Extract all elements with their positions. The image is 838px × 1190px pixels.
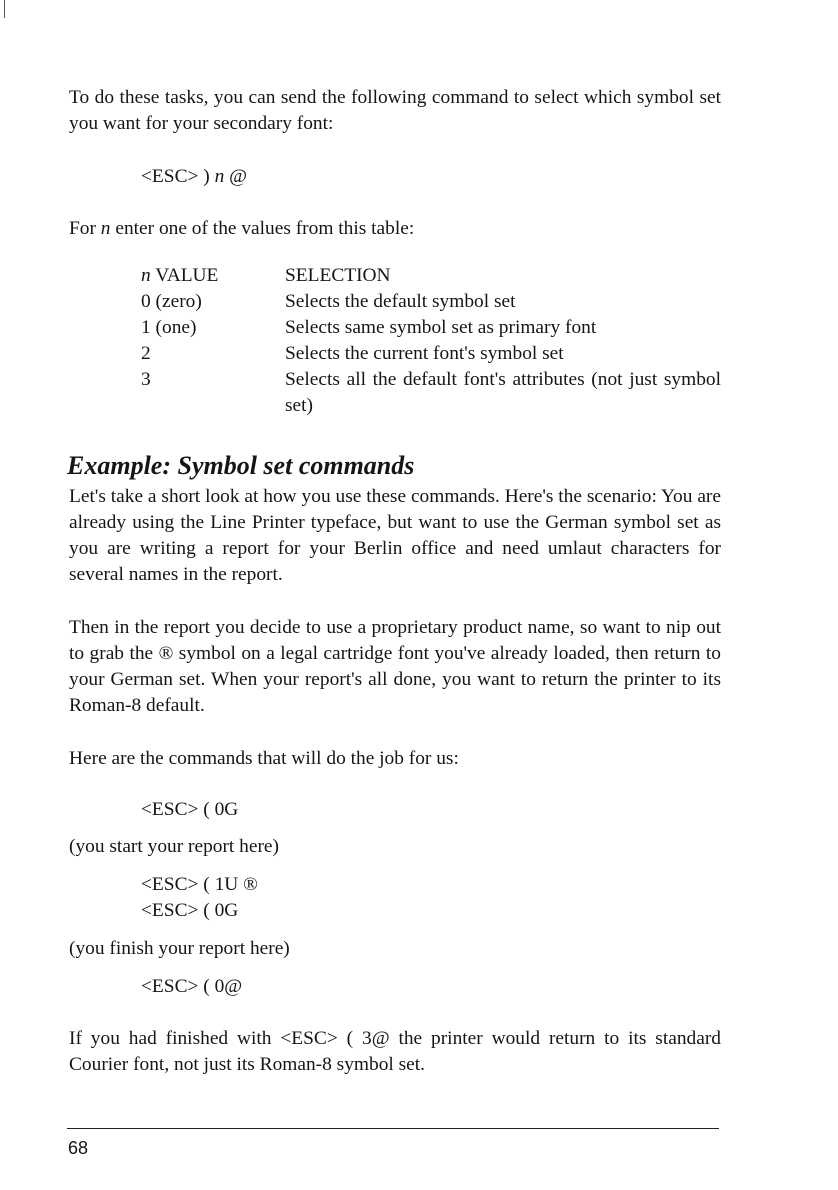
closing-paragraph: If you had finished with <ESC> ( 3@ the printer would return to its standard Courier font, not just its Roman-8 symbol set.: [69, 1028, 721, 1075]
secondary-font-command: [141, 164, 247, 190]
table-intro-variable: n: [100, 218, 111, 239]
table-row: [141, 289, 721, 315]
table-row: [141, 367, 721, 419]
table-cell-value: 3: [141, 369, 151, 390]
table-intro: [69, 216, 414, 242]
table-intro-before: For: [69, 218, 96, 239]
command-line: <ESC> ( 0G: [141, 900, 239, 921]
example-heading: Example: Symbol set commands: [67, 451, 415, 480]
table-cell-value: 2: [141, 343, 151, 364]
table-intro-after: enter one of the values from this table:: [115, 218, 415, 239]
scan-edge-mark: [4, 0, 5, 18]
commands-intro: Here are the commands that will do the job for us:: [69, 748, 459, 769]
table-cell-selection: Selects the current font's symbol set: [285, 343, 564, 364]
table-header-value: [141, 263, 285, 289]
table-cell-selection: Selects the default symbol set: [285, 291, 516, 312]
intro-paragraph: To do these tasks, you can send the following command to select which symbol set you want for your secondary font:: [69, 87, 721, 134]
n-value-table: [141, 263, 721, 419]
table-header-row: [141, 263, 721, 289]
command-prefix: <ESC> ): [141, 166, 210, 187]
note-start-report: (you start your report here): [69, 836, 279, 857]
command-line: <ESC> ( 1U ®: [141, 874, 258, 895]
scenario-paragraph: Let's take a short look at how you use these commands. Here's the scenario: You are already using the Line Printer typeface, but want to use the German symbol set as you are writing a report for your Berlin office and need umlaut characters for several names in the report.: [69, 486, 721, 585]
footer-rule: [67, 1128, 719, 1129]
table-header-value-label: VALUE: [155, 265, 219, 286]
table-cell-value: 0 (zero): [141, 291, 202, 312]
command-variable-n: n: [214, 166, 225, 187]
table-cell-selection: Selects all the default font's attributes (not just symbol set): [285, 369, 721, 416]
table-row: [141, 315, 721, 341]
table-row: [141, 341, 721, 367]
page-number: 68: [68, 1138, 89, 1158]
table-header-n: n: [141, 265, 151, 286]
command-suffix: @: [229, 166, 248, 187]
note-finish-report: (you finish your report here): [69, 938, 290, 959]
table-header-selection: SELECTION: [285, 265, 391, 286]
table-cell-value: 1 (one): [141, 317, 197, 338]
proprietary-paragraph: Then in the report you decide to use a proprietary product name, so want to nip out to grab the ® symbol on a legal cartridge font you've already loaded, then return to your German set. When your report's all done, you want to return the printer to its Roman-8 default.: [69, 617, 721, 716]
table-cell-selection: Selects same symbol set as primary font: [285, 317, 597, 338]
command-line: <ESC> ( 0@: [141, 976, 243, 997]
command-line: <ESC> ( 0G: [141, 799, 239, 820]
